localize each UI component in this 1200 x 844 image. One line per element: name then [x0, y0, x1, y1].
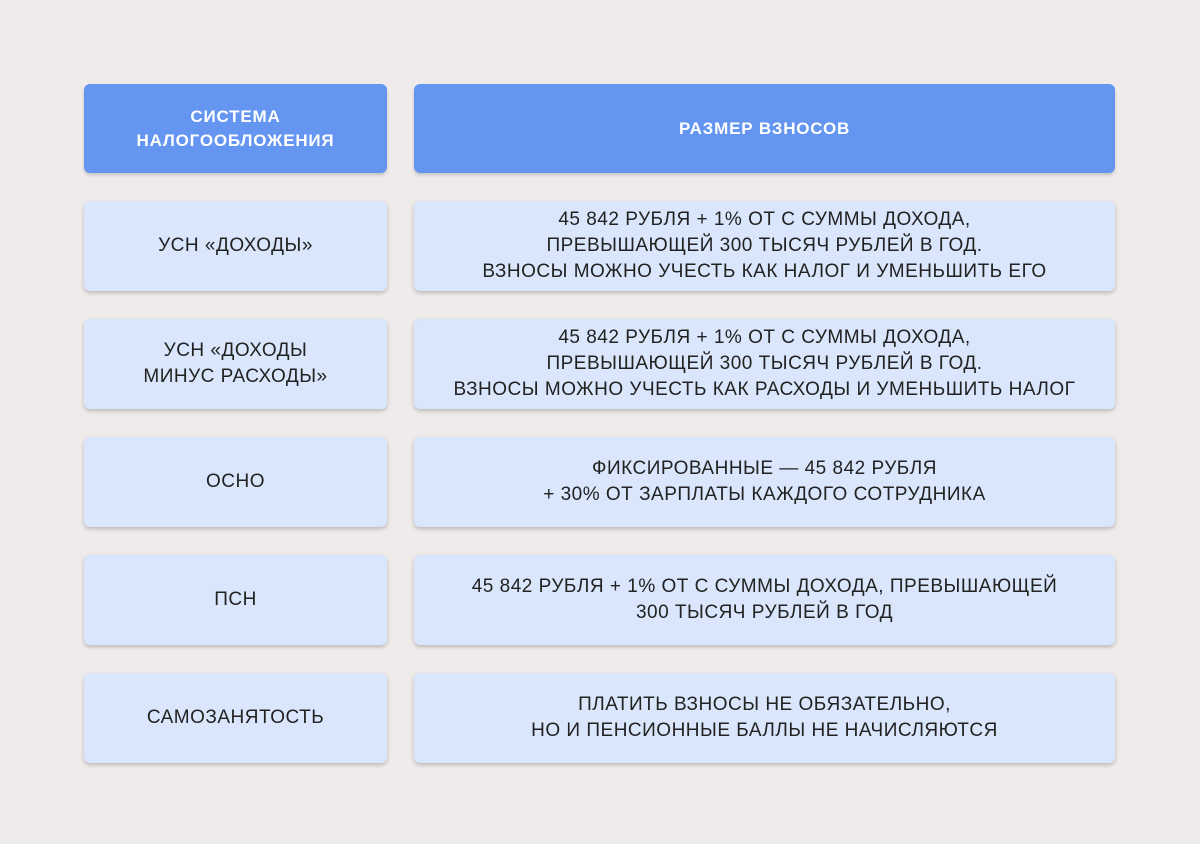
contributions-cell: 45 842 РУБЛЯ + 1% ОТ С СУММЫ ДОХОДА, ПРЕВЫШАЮЩЕЙ 300 ТЫСЯЧ РУБЛЕЙ В ГОД. ВЗНОСЫ МОЖНО УЧЕСТЬ КАК НАЛОГ И УМЕНЬШИТЬ ЕГО [414, 201, 1115, 291]
header-tax-system: СИСТЕМА НАЛОГООБЛОЖЕНИЯ [84, 84, 387, 173]
table-row [84, 201, 1115, 291]
table-row [84, 673, 1115, 763]
contributions-cell: ФИКСИРОВАННЫЕ — 45 842 РУБЛЯ + 30% ОТ ЗАРПЛАТЫ КАЖДОГО СОТРУДНИКА [414, 437, 1115, 527]
tax-system-cell: ОСНО [84, 437, 387, 527]
table-row [84, 437, 1115, 527]
table-row [84, 319, 1115, 409]
contributions-cell: 45 842 РУБЛЯ + 1% ОТ С СУММЫ ДОХОДА, ПРЕВЫШАЮЩЕЙ 300 ТЫСЯЧ РУБЛЕЙ В ГОД [414, 555, 1115, 645]
contributions-cell: 45 842 РУБЛЯ + 1% ОТ С СУММЫ ДОХОДА, ПРЕВЫШАЮЩЕЙ 300 ТЫСЯЧ РУБЛЕЙ В ГОД. ВЗНОСЫ МОЖНО УЧЕСТЬ КАК РАСХОДЫ И УМЕНЬШИТЬ НАЛОГ [414, 319, 1115, 409]
table-header [84, 84, 1115, 173]
tax-system-cell: УСН «ДОХОДЫ» [84, 201, 387, 291]
tax-system-cell: УСН «ДОХОДЫ МИНУС РАСХОДЫ» [84, 319, 387, 409]
table-row [84, 555, 1115, 645]
header-contributions: РАЗМЕР ВЗНОСОВ [414, 84, 1115, 173]
contributions-cell: ПЛАТИТЬ ВЗНОСЫ НЕ ОБЯЗАТЕЛЬНО, НО И ПЕНСИОННЫЕ БАЛЛЫ НЕ НАЧИСЛЯЮТСЯ [414, 673, 1115, 763]
contributions-table [84, 84, 1115, 763]
tax-system-cell: САМОЗАНЯТОСТЬ [84, 673, 387, 763]
tax-system-cell: ПСН [84, 555, 387, 645]
